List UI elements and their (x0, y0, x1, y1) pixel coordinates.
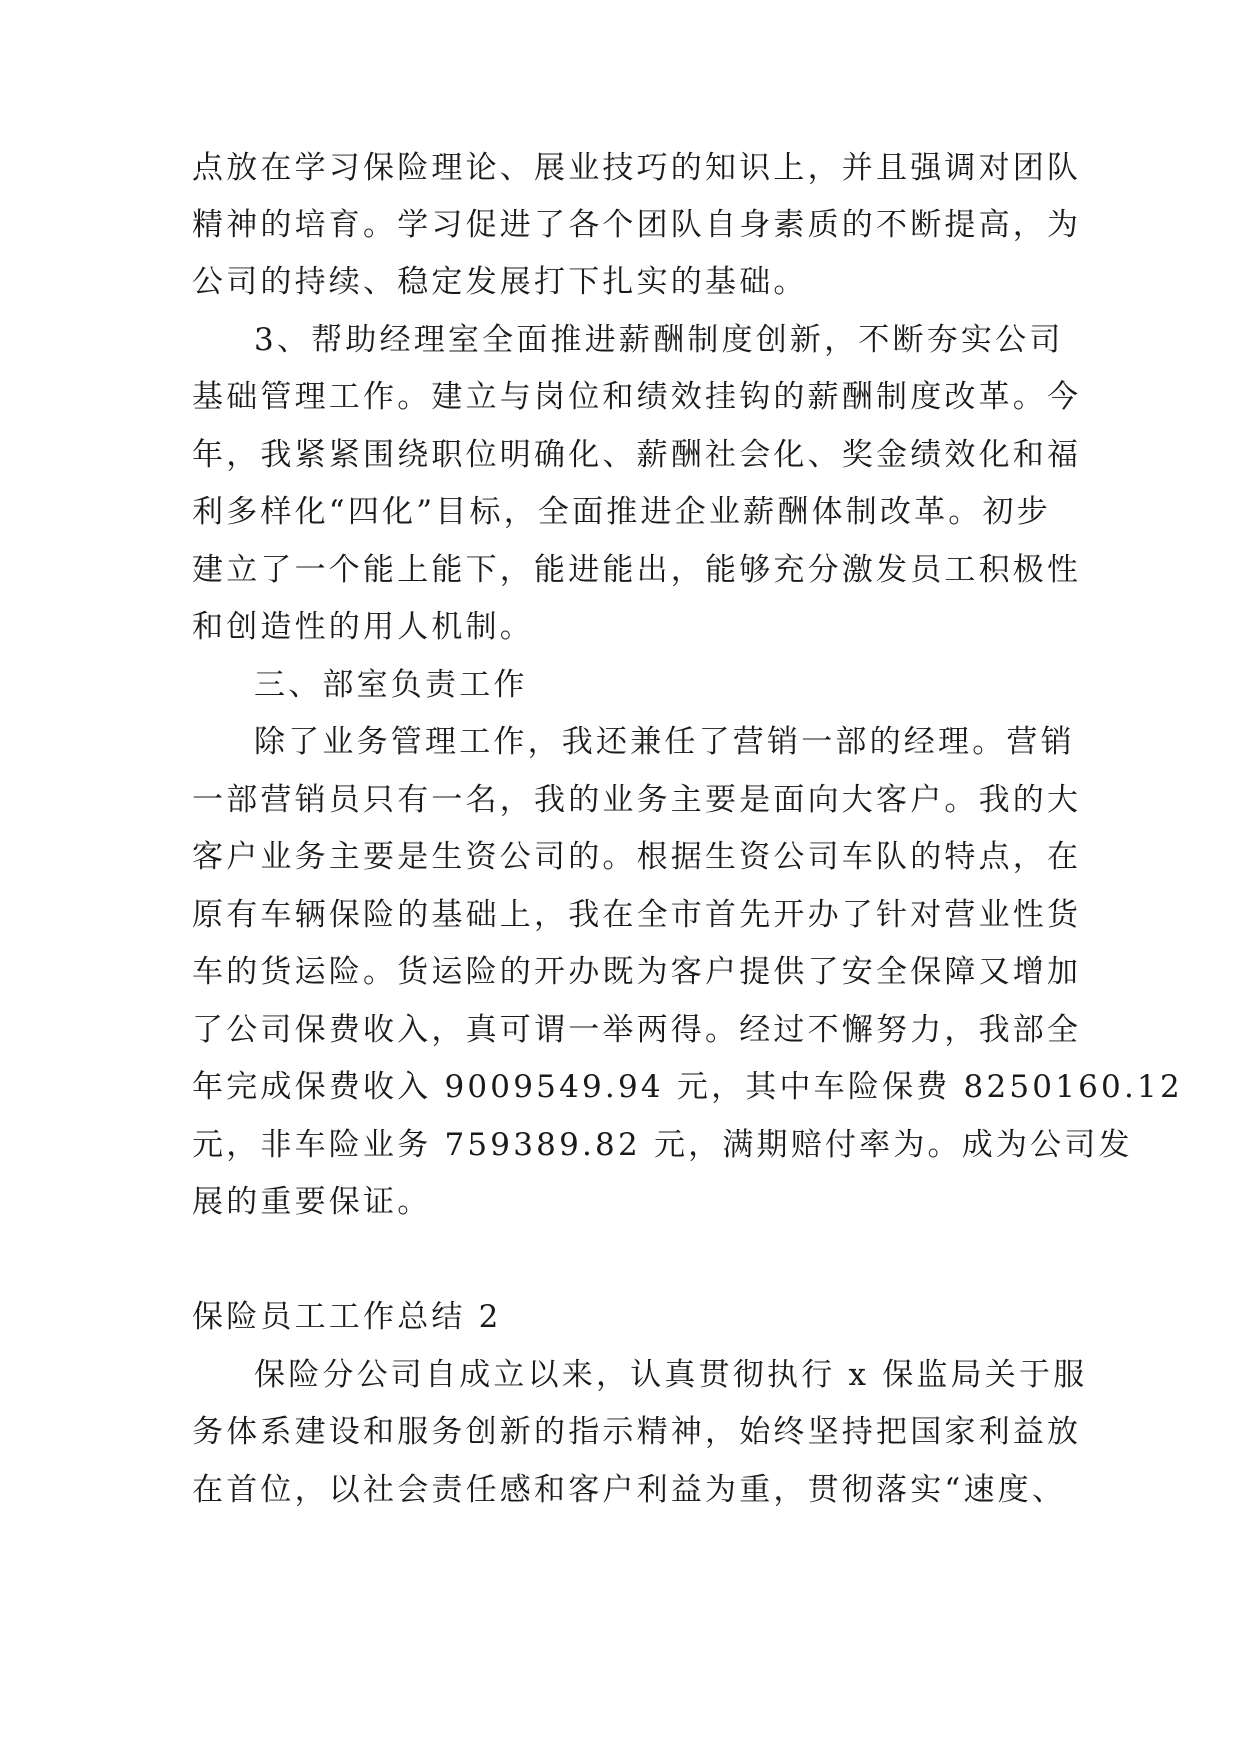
text-line: 保险分公司自成立以来，认真贯彻执行 x 保监局关于服 (254, 1357, 1088, 1393)
text-line: 在首位，以社会责任感和客户利益为重，贯彻落实“速度、 (192, 1472, 1067, 1508)
section-heading: 三、部室负责工作 (254, 667, 528, 703)
text-line: 年完成保费收入 9009549.94 元，其中车险保费 8250160.12 (192, 1069, 1183, 1105)
text-line: 除了业务管理工作，我还兼任了营销一部的经理。营销 (254, 724, 1075, 760)
text-line: 和创造性的用人机制。 (192, 609, 534, 645)
text-line: 元，非车险业务 759389.82 元，满期赔付率为。成为公司发 (192, 1127, 1133, 1163)
text-line: 年，我紧紧围绕职位明确化、薪酬社会化、奖金绩效化和福 (192, 437, 1082, 473)
text-line: 一部营销员只有一名，我的业务主要是面向大客户。我的大 (192, 782, 1082, 818)
text-line: 建立了一个能上能下，能进能出，能够充分激发员工积极性 (192, 552, 1082, 588)
text-line: 公司的持续、稳定发展打下扎实的基础。 (192, 264, 808, 300)
text-line: 务体系建设和服务创新的指示精神，始终坚持把国家利益放 (192, 1414, 1082, 1450)
document-title: 保险员工工作总结 2 (192, 1299, 502, 1335)
text-line: 客户业务主要是生资公司的。根据生资公司车队的特点，在 (192, 839, 1082, 875)
text-line: 原有车辆保险的基础上，我在全市首先开办了针对营业性货 (192, 897, 1082, 933)
text-line: 3、帮助经理室全面推进薪酬制度创新，不断夯实公司 (254, 322, 1064, 358)
text-line: 精神的培育。学习促进了各个团队自身素质的不断提高，为 (192, 207, 1082, 243)
text-line: 车的货运险。货运险的开办既为客户提供了安全保障又增加 (192, 954, 1082, 990)
text-line: 基础管理工作。建立与岗位和绩效挂钩的薪酬制度改革。今 (192, 379, 1082, 415)
text-line: 展的重要保证。 (192, 1184, 432, 1220)
text-line: 点放在学习保险理论、展业技巧的知识上，并且强调对团队 (192, 150, 1082, 186)
text-line: 了公司保费收入，真可谓一举两得。经过不懈努力，我部全 (192, 1012, 1082, 1048)
text-line: 利多样化“四化”目标，全面推进企业薪酬体制改革。初步 (192, 494, 1051, 530)
